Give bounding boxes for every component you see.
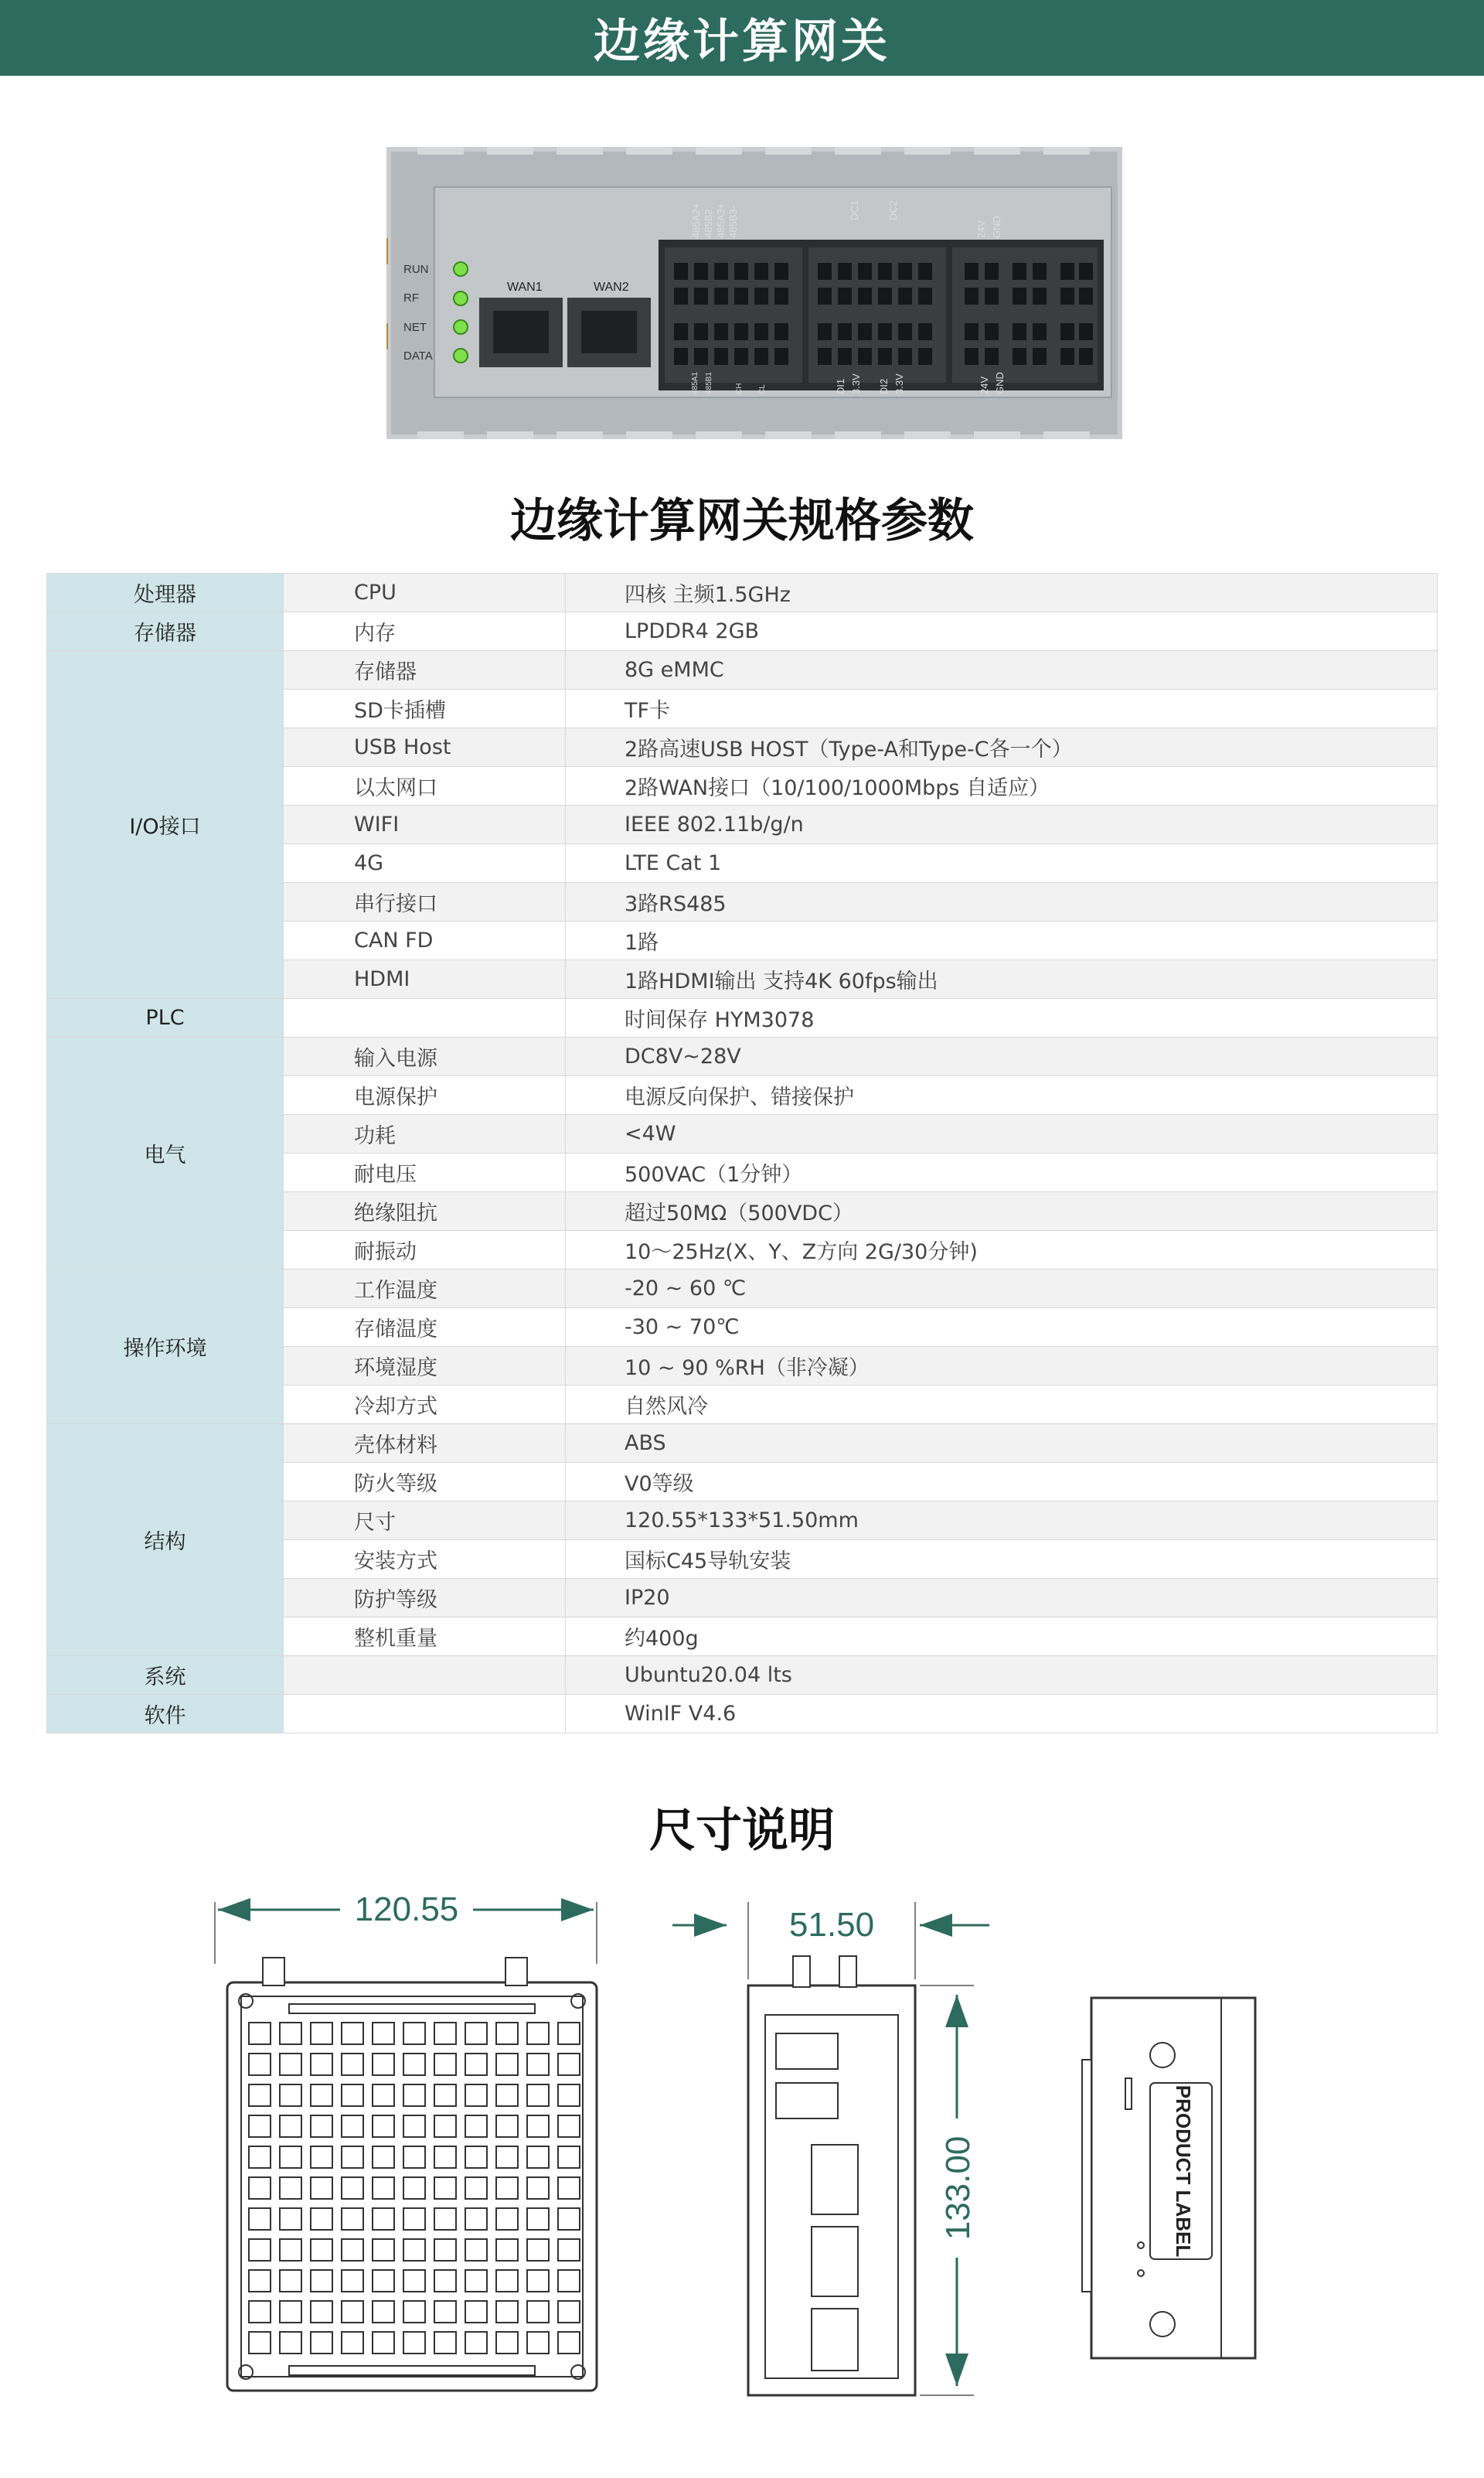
spec-item: 尺寸 <box>284 1501 566 1540</box>
spec-value: 2路WAN接口（10/100/1000Mbps 自适应） <box>566 767 1438 806</box>
spec-value: 超过50MΩ（500VDC） <box>566 1192 1438 1231</box>
spec-item: 串行接口 <box>284 883 566 922</box>
spec-item: 电源保护 <box>284 1076 566 1115</box>
svg-text:24V: 24V <box>975 220 987 238</box>
depth-dimension: 51.50 <box>788 1906 875 1944</box>
spec-value: 500VAC（1分钟） <box>566 1154 1438 1192</box>
spec-item: 安装方式 <box>284 1540 566 1579</box>
height-dimension: 133.00 <box>939 2135 977 2241</box>
spec-value: 自然风冷 <box>566 1386 1438 1424</box>
svg-text:CH: CH <box>735 383 744 394</box>
svg-text:DATA: DATA <box>403 349 433 363</box>
svg-text:GND: GND <box>994 372 1006 394</box>
spec-item <box>284 999 566 1038</box>
spec-value: IEEE 802.11b/g/n <box>566 806 1438 844</box>
svg-text:DI1: DI1 <box>835 378 846 394</box>
spec-value: 电源反向保护、错接保护 <box>566 1076 1438 1115</box>
header-title: 边缘计算网关 <box>594 15 890 69</box>
svg-text:DC1: DC1 <box>849 199 860 220</box>
svg-text:485A2+: 485A2+ <box>690 203 702 238</box>
page-header <box>0 0 1484 76</box>
side-view <box>672 1902 989 2395</box>
spec-item: 工作温度 <box>284 1270 566 1308</box>
spec-value: 10～25Hz(X、Y、Z方向 2G/30分钟) <box>566 1231 1438 1270</box>
spec-row <box>47 612 1438 651</box>
spec-category: 系统 <box>47 1656 284 1695</box>
spec-row <box>47 999 1438 1038</box>
spec-value: WinIF V4.6 <box>566 1695 1438 1733</box>
svg-text:485B3-: 485B3- <box>727 206 739 238</box>
spec-category: 处理器 <box>47 574 284 612</box>
svg-text:GND: GND <box>991 216 1002 238</box>
svg-text:485B1: 485B1 <box>705 372 713 394</box>
back-view <box>1082 1998 1255 2358</box>
spec-value: ABS <box>566 1424 1438 1463</box>
spec-item: 耐振动 <box>284 1231 566 1270</box>
spec-item: 内存 <box>284 612 566 651</box>
spec-value: 120.55*133*51.50mm <box>566 1501 1438 1540</box>
spec-item: 以太网口 <box>284 767 566 806</box>
spec-row <box>47 1695 1438 1733</box>
spec-value: DC8V~28V <box>566 1038 1438 1076</box>
spec-value: 10 ~ 90 %RH（非冷凝） <box>566 1347 1438 1386</box>
spec-value: 约400g <box>566 1617 1438 1656</box>
spec-value: V0等级 <box>566 1463 1438 1501</box>
svg-text:RUN: RUN <box>403 263 429 276</box>
spec-category: I/O接口 <box>47 651 284 999</box>
spec-value: 3路RS485 <box>566 883 1438 922</box>
spec-item: 存储温度 <box>284 1308 566 1347</box>
spec-item: 输入电源 <box>284 1038 566 1076</box>
spec-item: 防护等级 <box>284 1579 566 1617</box>
svg-text:RF: RF <box>403 291 419 305</box>
spec-row <box>47 651 1438 690</box>
spec-item: CPU <box>284 574 566 612</box>
svg-text:485B2: 485B2 <box>703 209 714 238</box>
spec-item: 绝缘阻抗 <box>284 1192 566 1231</box>
spec-item <box>284 1656 566 1695</box>
svg-text:24V: 24V <box>979 376 990 394</box>
spec-item: 功耗 <box>284 1115 566 1154</box>
spec-item: SD卡插槽 <box>284 690 566 728</box>
svg-text:DC2: DC2 <box>887 199 899 220</box>
spec-item: 4G <box>284 844 566 883</box>
spec-category: PLC <box>47 999 284 1038</box>
spec-table <box>46 573 1438 1733</box>
spec-item: USB Host <box>284 728 566 767</box>
spec-row <box>47 1656 1438 1695</box>
spec-value: TF卡 <box>566 690 1438 728</box>
svg-text:WAN1: WAN1 <box>507 281 543 294</box>
spec-value: 1路 <box>566 922 1438 960</box>
spec-value: 国标C45导轨安装 <box>566 1540 1438 1579</box>
svg-text:WAN2: WAN2 <box>594 281 629 294</box>
svg-text:485A3+: 485A3+ <box>715 203 727 238</box>
svg-text:485A1: 485A1 <box>691 372 699 394</box>
width-dimension: 120.55 <box>354 1890 459 1928</box>
dimension-drawings <box>0 1871 1484 2428</box>
spec-category: 结构 <box>47 1424 284 1656</box>
device-photo <box>386 147 1122 439</box>
spec-category: 软件 <box>47 1695 284 1733</box>
spec-category: 存储器 <box>47 612 284 651</box>
spec-item: CAN FD <box>284 922 566 960</box>
spec-category: 操作环境 <box>47 1270 284 1424</box>
svg-text:CL: CL <box>758 384 767 394</box>
product-label-text: PRODUCT LABEL <box>1172 2084 1195 2258</box>
spec-item: 存储器 <box>284 651 566 690</box>
spec-item: WIFI <box>284 806 566 844</box>
spec-row <box>47 1038 1438 1076</box>
spec-row <box>47 1424 1438 1463</box>
spec-value: Ubuntu20.04 lts <box>566 1656 1438 1695</box>
spec-category: 电气 <box>47 1038 284 1270</box>
spec-value: 8G eMMC <box>566 651 1438 690</box>
spec-value: LPDDR4 2GB <box>566 612 1438 651</box>
spec-row <box>47 1270 1438 1308</box>
svg-text:NET: NET <box>403 321 427 334</box>
spec-value: 时间保存 HYM3078 <box>566 999 1438 1038</box>
spec-value: 1路HDMI输出 支持4K 60fps输出 <box>566 960 1438 999</box>
spec-item <box>284 1695 566 1733</box>
spec-row <box>47 574 1438 612</box>
front-view <box>215 1890 597 2391</box>
svg-text:3.3V: 3.3V <box>850 373 862 394</box>
spec-value: 2路高速USB HOST（Type-A和Type-C各一个） <box>566 728 1438 767</box>
spec-value: -20 ~ 60 ℃ <box>566 1270 1438 1308</box>
spec-value: 四核 主频1.5GHz <box>566 574 1438 612</box>
spec-item: 环境湿度 <box>284 1347 566 1386</box>
spec-item: 壳体材料 <box>284 1424 566 1463</box>
spec-item: 防火等级 <box>284 1463 566 1501</box>
spec-value: LTE Cat 1 <box>566 844 1438 883</box>
spec-value: <4W <box>566 1115 1438 1154</box>
spec-item: HDMI <box>284 960 566 999</box>
spec-value: IP20 <box>566 1579 1438 1617</box>
spec-item: 整机重量 <box>284 1617 566 1656</box>
svg-text:DI2: DI2 <box>878 378 890 394</box>
spec-value: -30 ~ 70℃ <box>566 1308 1438 1347</box>
svg-text:3.3V: 3.3V <box>893 373 905 394</box>
spec-item: 耐电压 <box>284 1154 566 1192</box>
spec-title: 边缘计算网关规格参数 <box>510 494 974 548</box>
spec-item: 冷却方式 <box>284 1386 566 1424</box>
dims-title: 尺寸说明 <box>649 1804 835 1858</box>
